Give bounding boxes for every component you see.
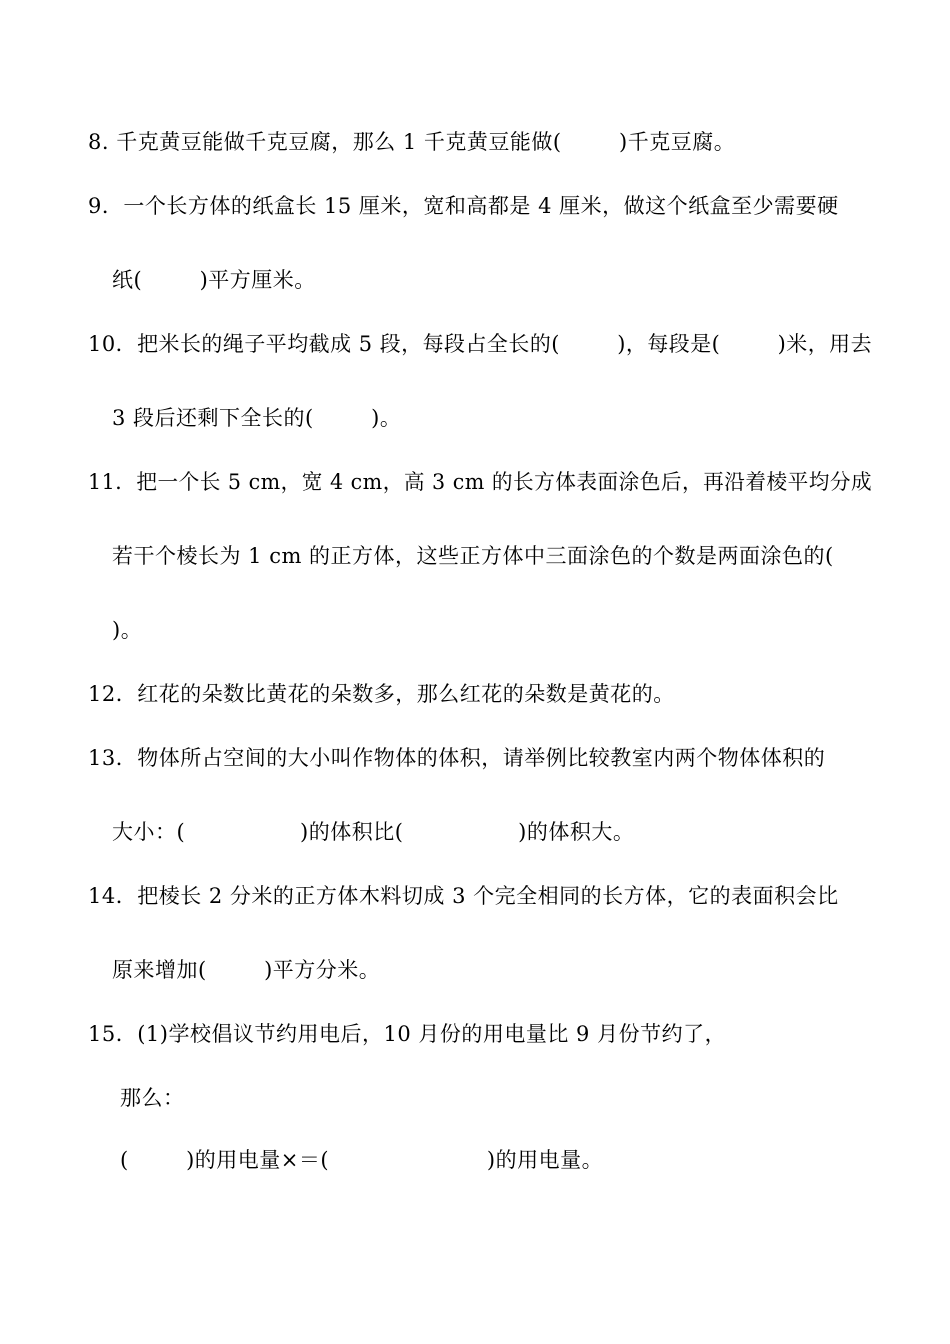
question-15-line-3: ( )的用电量×＝( )的用电量。 <box>120 1148 604 1172</box>
question-15-line-2: 那么： <box>120 1086 185 1110</box>
question-9-line-2: 纸( )平方厘米。 <box>112 268 316 292</box>
question-10-line-1: 10．把米长的绳子平均截成 5 段，每段占全长的( )，每段是( )米，用去 <box>88 332 873 356</box>
question-9-line-1: 9．一个长方体的纸盒长 15 厘米，宽和高都是 4 厘米，做这个纸盒至少需要硬 <box>88 194 839 218</box>
question-13-line-1: 13．物体所占空间的大小叫作物体的体积，请举例比较教室内两个物体体积的 <box>88 746 826 770</box>
question-11-line-2: 若干个棱长为 1 cm 的正方体，这些正方体中三面涂色的个数是两面涂色的( <box>112 544 834 568</box>
question-8-line-1: 8. 千克黄豆能做千克豆腐，那么 1 千克黄豆能做( )千克豆腐。 <box>88 130 736 154</box>
question-11-line-1: 11．把一个长 5 cm，宽 4 cm，高 3 cm 的长方体表面涂色后，再沿着棱平均分成 <box>88 470 873 494</box>
question-14-line-2: 原来增加( )平方分米。 <box>112 958 381 982</box>
question-10-line-2: 3 段后还剩下全长的( )。 <box>112 406 402 430</box>
question-13-line-2: 大小：( )的体积比( )的体积大。 <box>112 820 635 844</box>
question-15-line-1: 15．(1)学校倡议节约用电后，10 月份的用电量比 9 月份节约了， <box>88 1022 727 1046</box>
question-12-line-1: 12．红花的朵数比黄花的朵数多，那么红花的朵数是黄花的。 <box>88 682 675 706</box>
question-14-line-1: 14．把棱长 2 分米的正方体木料切成 3 个完全相同的长方体，它的表面积会比 <box>88 884 839 908</box>
question-11-line-3: )。 <box>112 618 143 642</box>
